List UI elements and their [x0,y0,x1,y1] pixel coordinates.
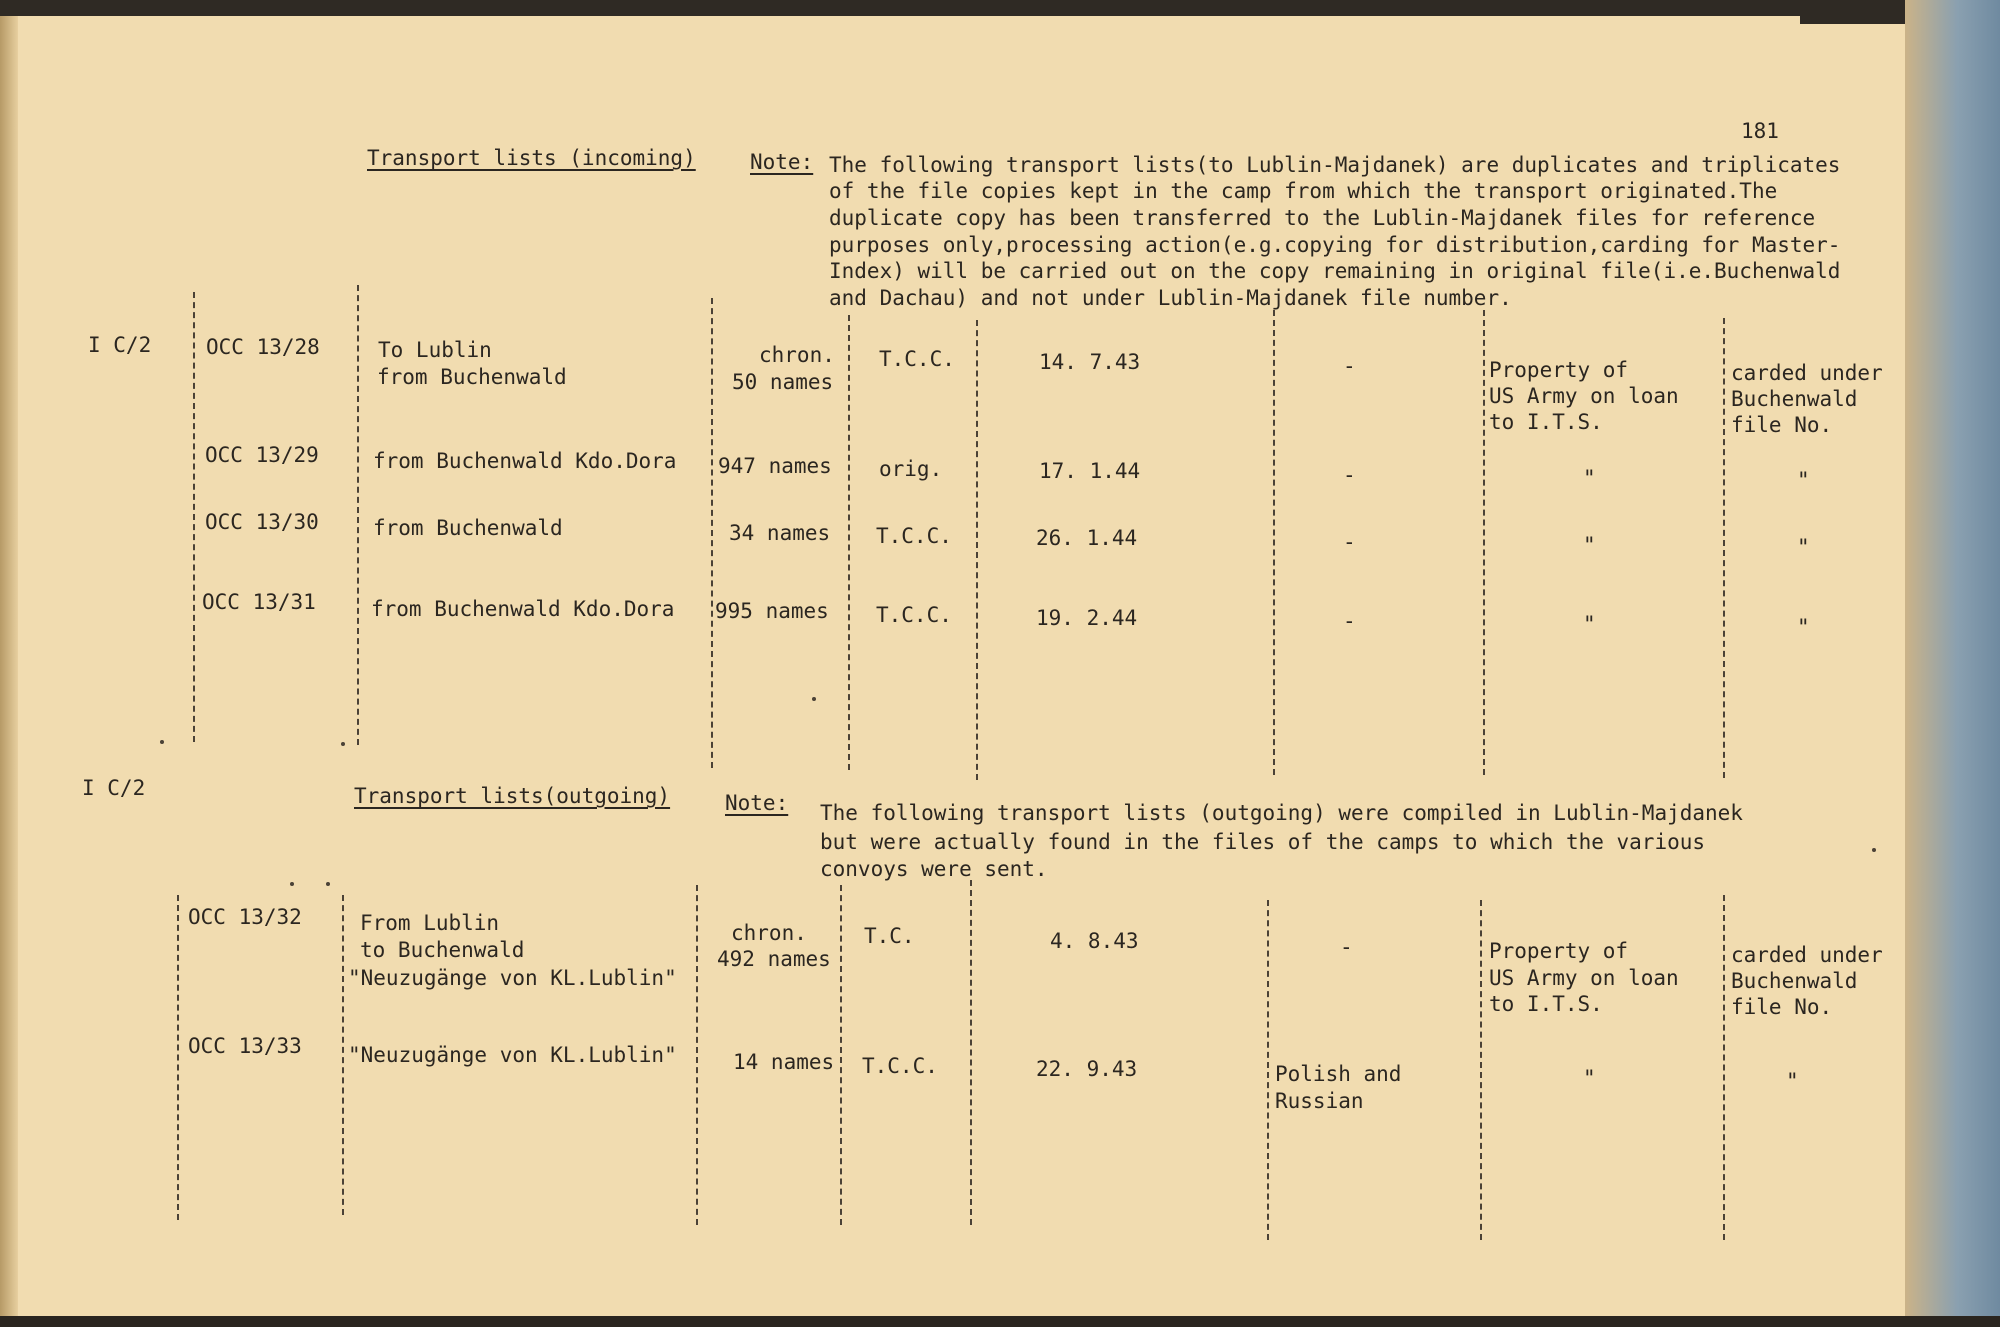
table-rule [357,285,359,745]
table-row-occ-13-32-description-2: to Buchenwald [360,938,525,962]
outgoing-file-reference: I C/2 [82,776,146,800]
table-rule [193,292,195,742]
table-row-occ-13-29-date: 17. 1.44 [1039,459,1141,483]
ink-mark [326,882,330,886]
table-row-occ-13-28-property-1: Property of [1489,358,1629,382]
table-row-occ-13-31-copy-type: T.C.C. [876,603,952,627]
table-row-occ-13-30-file-number: OCC 13/30 [205,510,319,534]
table-row-occ-13-30-description: from Buchenwald [373,516,563,540]
table-row-occ-13-31-carded-ditto: " [1797,615,1810,639]
table-row-occ-13-28-count-1: chron. [759,343,835,367]
outgoing-note-line-1: The following transport lists (outgoing) were compiled in Lublin-Majdanek [820,801,1743,825]
table-row-occ-13-32-count-1: chron. [731,921,807,945]
table-row-occ-13-32-file-number: OCC 13/32 [188,905,302,929]
ink-mark [812,697,816,701]
table-row-occ-13-28-description-1: To Lublin [378,338,492,362]
ink-mark [1872,848,1876,852]
table-row-occ-13-30-carded-ditto: " [1797,535,1810,559]
page-number: 181 [1741,119,1779,143]
table-row-occ-13-32-description-3: "Neuzugänge von KL.Lublin" [348,966,677,990]
table-rule [840,885,842,1225]
table-row-occ-13-32-description-1: From Lublin [360,911,500,935]
table-row-occ-13-32-carded-3: file No. [1731,995,1833,1019]
table-row-occ-13-29-count: 947 names [718,454,832,478]
book-binding-edge [1905,0,2000,1327]
table-row-occ-13-29-property-ditto: " [1583,466,1596,490]
scan-corner-shadow [1800,0,1910,24]
table-row-occ-13-30-count: 34 names [729,521,831,545]
incoming-heading: Transport lists (incoming) [367,146,696,170]
table-rule [976,320,978,780]
ink-mark [290,882,294,886]
table-row-occ-13-28-language: - [1343,354,1356,378]
incoming-note-line-6: and Dachau) and not under Lublin-Majdanek file number. [829,286,1512,310]
outgoing-note-line-2: but were actually found in the files of the camps to which the various [820,830,1706,854]
table-row-occ-13-28-carded-1: carded under [1731,361,1883,385]
ink-mark [341,742,345,746]
table-row-occ-13-29-carded-ditto: " [1797,468,1810,492]
table-rule [1480,900,1482,1240]
table-row-occ-13-33-description: "Neuzugänge von KL.Lublin" [348,1043,677,1067]
table-row-occ-13-33-copy-type: T.C.C. [862,1054,938,1078]
table-row-occ-13-31-language: - [1343,609,1356,633]
table-rule [696,885,698,1225]
table-row-occ-13-31-description: from Buchenwald Kdo.Dora [371,597,675,621]
table-row-occ-13-31-count: 995 names [715,599,829,623]
table-row-occ-13-33-carded-ditto: " [1786,1069,1799,1093]
incoming-file-reference: I C/2 [88,333,152,357]
table-row-occ-13-33-property-ditto: " [1583,1066,1596,1090]
ink-mark [160,740,164,744]
incoming-note-line-3: duplicate copy has been transferred to the Lublin-Majdanek files for reference [829,206,1816,230]
table-row-occ-13-31-file-number: OCC 13/31 [202,590,316,614]
outgoing-heading: Transport lists(outgoing) [354,784,671,808]
outgoing-note-label: Note: [725,791,789,815]
table-row-occ-13-30-copy-type: T.C.C. [876,524,952,548]
scan-bottom-edge [0,1316,2000,1327]
table-row-occ-13-32-carded-2: Buchenwald [1731,969,1858,993]
table-row-occ-13-31-property-ditto: " [1583,612,1596,636]
table-row-occ-13-28-date: 14. 7.43 [1039,350,1141,374]
table-rule [1723,318,1725,778]
table-row-occ-13-28-count-2: 50 names [732,370,834,394]
table-row-occ-13-32-property-3: to I.T.S. [1489,992,1603,1016]
table-row-occ-13-30-language: - [1343,530,1356,554]
table-row-occ-13-28-description-2: from Buchenwald [377,365,567,389]
table-row-occ-13-29-copy-type: orig. [879,457,943,481]
table-rule [342,895,344,1215]
table-row-occ-13-32-date: 4. 8.43 [1050,929,1139,953]
table-row-occ-13-29-description: from Buchenwald Kdo.Dora [373,449,677,473]
incoming-note-line-5: Index) will be carried out on the copy remaining in original file(i.e.Buchenwald [829,259,1841,283]
table-rule [848,315,850,770]
table-row-occ-13-32-carded-1: carded under [1731,943,1883,967]
incoming-note-line-2: of the file copies kept in the camp from which the transport originated.The [829,179,1778,203]
table-row-occ-13-32-copy-type: T.C. [864,924,915,948]
table-row-occ-13-28-carded-3: file No. [1731,413,1833,437]
table-row-occ-13-31-date: 19. 2.44 [1036,606,1138,630]
table-rule [1483,310,1485,775]
outgoing-note-line-3: convoys were sent. [820,857,1048,881]
incoming-note-line-1: The following transport lists(to Lublin-Majdanek) are duplicates and triplicates [829,153,1841,177]
table-row-occ-13-32-language: - [1340,935,1353,959]
table-rule [1723,895,1725,1240]
table-rule [177,895,179,1220]
table-row-occ-13-28-property-2: US Army on loan [1489,384,1679,408]
table-row-occ-13-32-property-2: US Army on loan [1489,966,1679,990]
incoming-note-line-4: purposes only,processing action(e.g.copying for distribution,carding for Master- [829,233,1841,257]
table-rule [970,880,972,1225]
table-row-occ-13-33-date: 22. 9.43 [1036,1057,1138,1081]
table-row-occ-13-33-count: 14 names [733,1050,835,1074]
page-binding-shadow [0,16,18,1316]
scan-top-edge [0,0,2000,16]
incoming-note-label: Note: [750,150,814,174]
table-rule [1267,900,1269,1240]
table-row-occ-13-29-file-number: OCC 13/29 [205,443,319,467]
table-row-occ-13-33-file-number: OCC 13/33 [188,1034,302,1058]
table-row-occ-13-30-date: 26. 1.44 [1036,526,1138,550]
table-row-occ-13-28-carded-2: Buchenwald [1731,387,1858,411]
table-row-occ-13-33-language: Polish and Russian [1275,1062,1402,1113]
table-rule [1273,310,1275,775]
table-row-occ-13-28-property-3: to I.T.S. [1489,410,1603,434]
table-rule [711,298,713,768]
table-row-occ-13-28-copy-type: T.C.C. [879,347,955,371]
table-row-occ-13-32-property-1: Property of [1489,939,1629,963]
table-row-occ-13-32-count-2: 492 names [717,947,831,971]
table-row-occ-13-28-file-number: OCC 13/28 [206,335,320,359]
table-row-occ-13-29-language: - [1343,463,1356,487]
table-row-occ-13-30-property-ditto: " [1583,533,1596,557]
